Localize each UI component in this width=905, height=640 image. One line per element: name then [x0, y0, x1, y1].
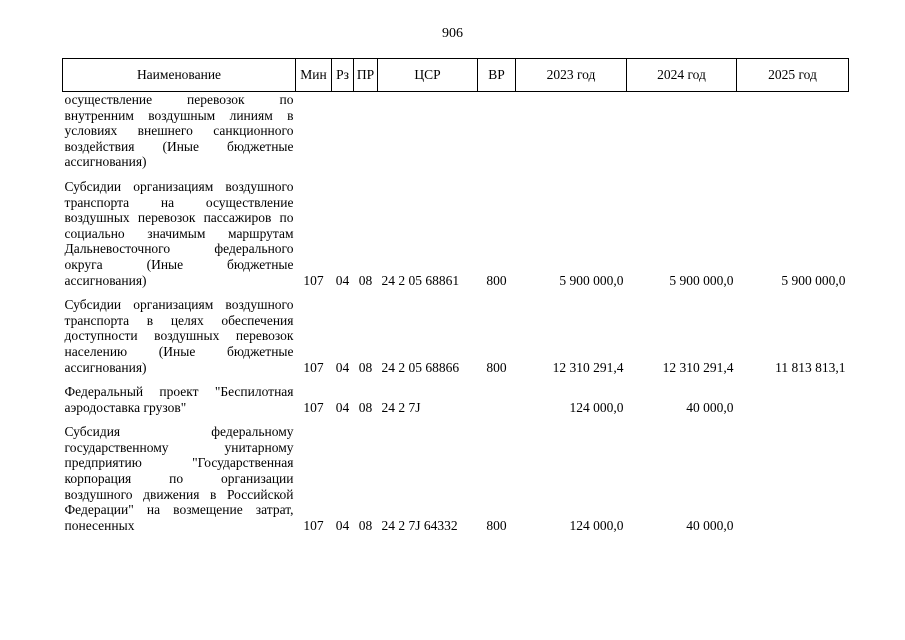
- row-name: Федеральный проект "Беспилотная аэродоставка грузов": [64, 384, 294, 415]
- row-2024: [627, 92, 737, 170]
- row-name: Субсидии организациям воздушного транспорта в целях обеспечения доступности воздушных перевозок населению (Иные бюджетные ассигнования): [64, 297, 294, 375]
- row-csr: [378, 92, 478, 170]
- table-row: [63, 384, 849, 415]
- row-csr: 24 2 7J: [381, 399, 421, 415]
- row-pr: 08: [358, 517, 373, 533]
- row-name: Субсидия федеральному государственному унитарному предприятию "Государственная корпорация по организации воздушного движения в Российской Федерации" на возмещение затрат, понесенных: [64, 424, 294, 533]
- row-min: [296, 92, 332, 170]
- row-2024: 40 000,0: [686, 399, 734, 415]
- table-row: [63, 179, 849, 288]
- row-csr: 24 2 05 68861: [381, 272, 460, 288]
- row-vr: 800: [486, 517, 507, 533]
- row-spacer: [63, 288, 849, 297]
- row-min: 107: [303, 517, 324, 533]
- row-name: Субсидии организациям воздушного транспорта на осуществление воздушных перевозок пассажиров по социально значимым маршрутам Дальневосточного федерального округа (Иные бюджетные ассигнования): [64, 178, 294, 288]
- row-spacer: [63, 375, 849, 384]
- header-csr: ЦСР: [378, 59, 478, 92]
- row-2025: [737, 384, 849, 415]
- row-rz: 04: [335, 517, 350, 533]
- row-spacer: [63, 415, 849, 424]
- row-spacer: [63, 170, 849, 179]
- row-2024: 40 000,0: [686, 517, 734, 533]
- row-csr: 24 2 7J 64332: [381, 517, 458, 533]
- header-2023: 2023 год: [516, 59, 627, 92]
- row-2025: [737, 92, 849, 170]
- row-2024: 12 310 291,4: [662, 359, 734, 375]
- row-2025: 11 813 813,1: [775, 359, 846, 375]
- row-rz: [332, 92, 354, 170]
- budget-table: [62, 58, 849, 533]
- row-pr: [354, 92, 378, 170]
- table-row: [63, 92, 849, 170]
- row-pr: 08: [358, 359, 373, 375]
- table-row: [63, 424, 849, 533]
- row-2025: 5 900 000,0: [781, 272, 846, 288]
- header-vr: ВР: [478, 59, 516, 92]
- table-row: [63, 297, 849, 375]
- row-vr: 800: [486, 272, 507, 288]
- row-2025: [737, 424, 849, 533]
- row-2023: 5 900 000,0: [559, 272, 624, 288]
- row-2023: 124 000,0: [569, 517, 624, 533]
- row-pr: 08: [358, 272, 373, 288]
- header-min: Мин: [296, 59, 332, 92]
- table-header-row: [63, 59, 849, 92]
- page-number: 906: [442, 26, 463, 41]
- row-pr: 08: [358, 399, 373, 415]
- row-2023: 124 000,0: [569, 399, 624, 415]
- header-2024: 2024 год: [627, 59, 737, 92]
- row-vr: 800: [486, 359, 507, 375]
- header-pr: ПР: [354, 59, 378, 92]
- header-2025: 2025 год: [737, 59, 849, 92]
- row-min: 107: [303, 272, 324, 288]
- row-rz: 04: [335, 399, 350, 415]
- row-2024: 5 900 000,0: [669, 272, 734, 288]
- row-2023: [516, 92, 627, 170]
- row-rz: 04: [335, 359, 350, 375]
- header-rz: Рз: [332, 59, 354, 92]
- row-min: 107: [303, 359, 324, 375]
- row-rz: 04: [335, 272, 350, 288]
- row-2023: 12 310 291,4: [552, 359, 624, 375]
- row-name: осуществление перевозок по внутренним воздушным линиям в условиях внешнего санкционного воздействия (Иные бюджетные ассигнования): [64, 92, 294, 170]
- row-min: 107: [303, 399, 324, 415]
- header-name: Наименование: [63, 59, 296, 92]
- row-vr: [478, 92, 516, 170]
- row-csr: 24 2 05 68866: [381, 359, 460, 375]
- row-vr: [478, 384, 516, 415]
